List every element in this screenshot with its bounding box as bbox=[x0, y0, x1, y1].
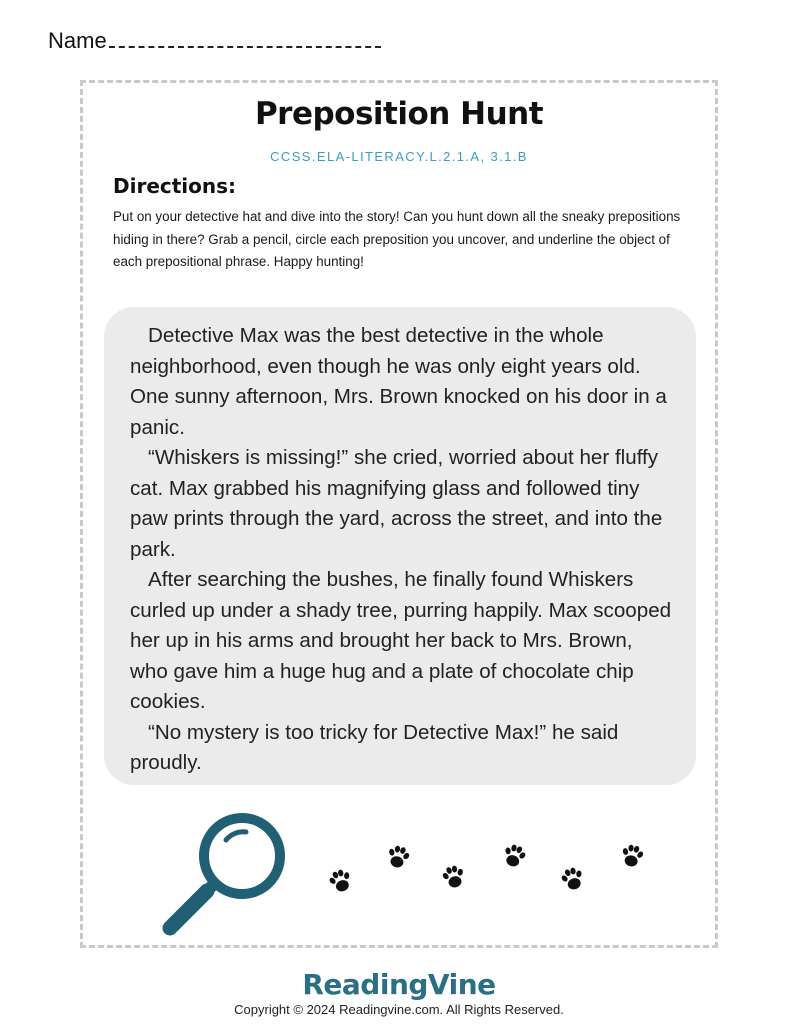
readingvine-logo[interactable]: ReadingVine bbox=[302, 968, 496, 1001]
directions-text: Put on your detective hat and dive into the story! Can you hunt down all the sneaky prepositions hiding in there? Grab a pencil, circle each preposition you uncover, and underline the object of each prepositional phrase. Happy hunting! bbox=[113, 209, 681, 269]
paw-print-icon bbox=[385, 843, 412, 870]
magnifying-glass-icon bbox=[170, 818, 280, 928]
paw-print-icon bbox=[440, 863, 467, 890]
paw-print-icon bbox=[558, 865, 586, 893]
worksheet-title: Preposition Hunt bbox=[254, 96, 544, 132]
name-label: Name bbox=[48, 28, 107, 53]
standard-code: CCSS.ELA-LITERACY.L.2.1.A, 3.1.B bbox=[270, 149, 528, 164]
story-paragraph: “No mystery is too tricky for Detective Max!” he said proudly. bbox=[130, 720, 619, 774]
story-paragraph: After searching the bushes, he finally found Whiskers curled up under a shady tree, purring happily. Max scooped her up in his arms and brought her back to Mrs. Brown, who gave him a huge hug and a plate of chocolate chip cookies. bbox=[130, 568, 672, 713]
story-paragraph: Detective Max was the best detective in the whole neighborhood, even though he was only eight years old. One sunny afternoon, Mrs. Brown knocked on his door in a panic. bbox=[130, 324, 667, 439]
story-paragraph: “Whiskers is missing!” she cried, worried about her fluffy cat. Max grabbed his magnifying glass and followed tiny paw prints through the yard, across the street, and into the park. bbox=[130, 446, 663, 561]
paw-print-icon bbox=[500, 842, 528, 870]
directions-heading: Directions: bbox=[113, 174, 237, 198]
paw-print-icon bbox=[619, 843, 646, 869]
paw-print-icon bbox=[326, 867, 355, 895]
copyright-text: Copyright © 2024 Readingvine.com. All Rights Reserved. bbox=[234, 1002, 564, 1017]
